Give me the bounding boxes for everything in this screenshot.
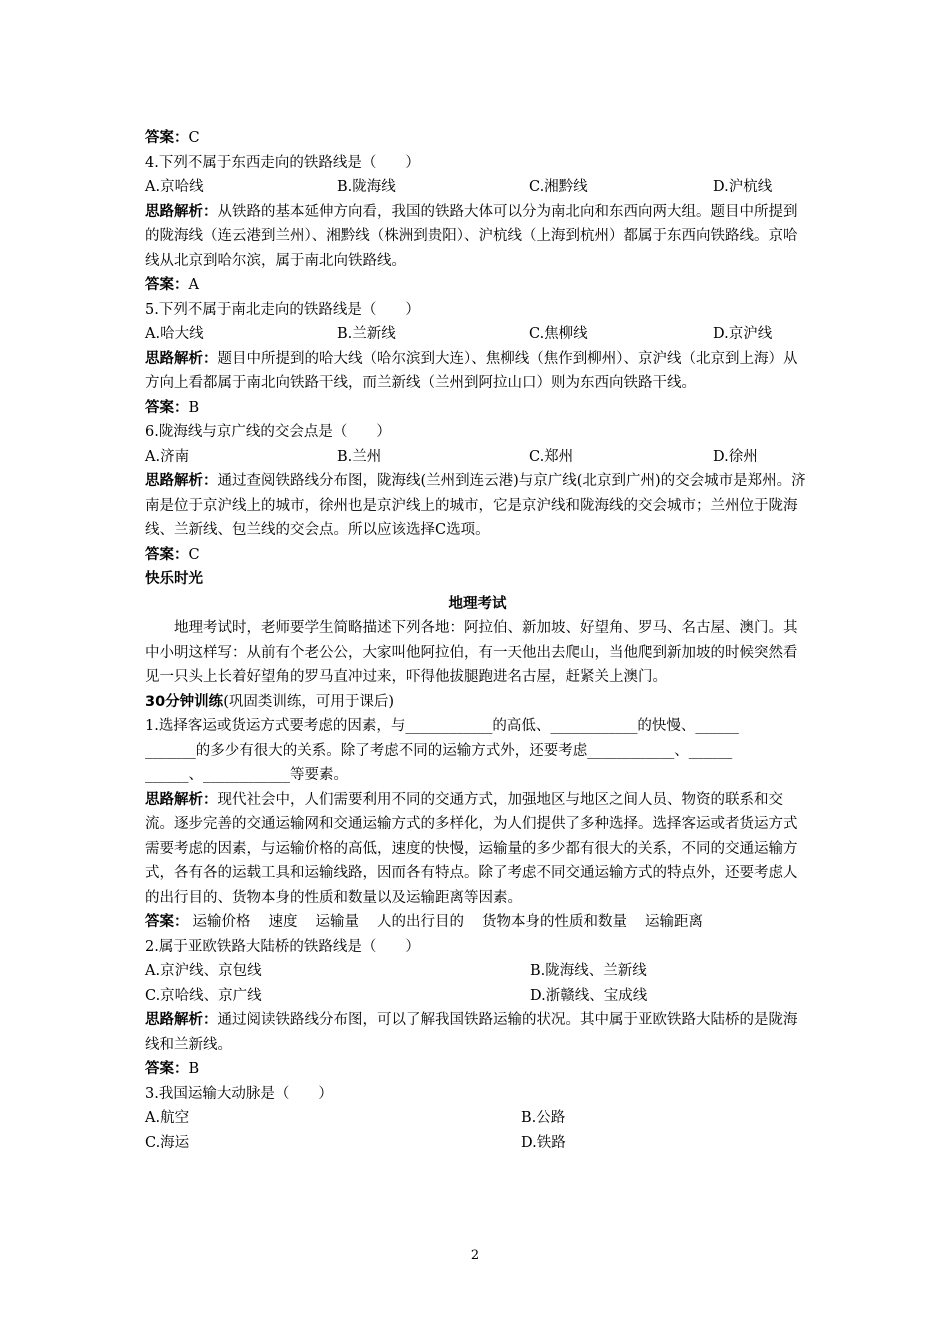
answer-q3 (145, 126, 810, 151)
document-body (145, 126, 810, 1155)
option-a: A.哈大线 (145, 326, 204, 342)
explanation-text: 题目中所提到的哈大线（哈尔滨到大连）、焦柳线（焦作到柳州）、京沪线（北京到上海）从方向上看都属于南北向铁路干线，而兰新线（兰州到阿拉山口）则为东西向铁路干线。 (145, 350, 798, 391)
explanation-t1 (145, 788, 810, 911)
question-4-options (145, 175, 810, 200)
answer-item: 人的出行目的 (377, 914, 464, 930)
option-b: B.陇海线、兰新线 (530, 963, 647, 979)
answer-item: 运输量 (315, 914, 359, 930)
story-text: 地理考试时，老师要学生简略描述下列各地：阿拉伯、新加坡、好望角、罗马、名古屋、澳门。其中小明这样写：从前有个老公公，大家叫他阿拉伯，有一天他出去爬山，当他爬到新加坡的时候突然看见一只头上长着好望角的罗马直冲过来，吓得他拔腿跑进名古屋，赶紧关上澳门。 (145, 620, 798, 685)
answer-label: 答案： (145, 914, 189, 930)
option-a: A.航空 (145, 1110, 190, 1126)
explanation-label: 思路解析： (145, 1012, 218, 1028)
option-c: C.京哈线、京广线 (145, 987, 262, 1004)
training-subtitle: (巩固类训练，可用于课后) (223, 693, 395, 710)
option-d: D.浙赣线、宝成线 (530, 987, 648, 1004)
answer-item: 运输价格 (192, 914, 251, 930)
training-q3: 3.我国运输大动脉是（ ） (145, 1085, 333, 1102)
answer-value: C (188, 130, 200, 146)
answer-item: 货物本身的性质和数量 (482, 914, 627, 930)
answer-label: 答案： (145, 277, 189, 293)
question-6-options (145, 445, 810, 470)
explanation-t2 (145, 1008, 810, 1057)
explanation-q6 (145, 469, 810, 543)
option-b: B.兰新线 (337, 326, 396, 342)
option-d: D.沪杭线 (713, 179, 773, 195)
explanation-label: 思路解析： (145, 791, 218, 808)
option-c: C.郑州 (529, 448, 574, 465)
explanation-label: 思路解析： (145, 473, 218, 489)
explanation-text: 通过阅读铁路线分布图，可以了解我国铁路运输的状况。其中属于亚欧铁路大陆桥的是陇海线和兰新线。 (145, 1012, 798, 1053)
answer-label: 答案： (145, 1061, 189, 1077)
option-b: B.公路 (521, 1110, 566, 1126)
explanation-q4 (145, 200, 810, 274)
option-a: A.京沪线、京包线 (145, 963, 262, 979)
page-number: 2 (470, 1248, 480, 1263)
option-d: D.徐州 (713, 448, 758, 465)
section-title-training (145, 690, 810, 715)
question-5: 5.下列不属于南北走向的铁路线是（ ） (145, 301, 420, 318)
question-5-options (145, 322, 810, 347)
answer-value: B (188, 1061, 200, 1077)
option-b: B.兰州 (337, 448, 382, 465)
answer-label: 答案： (145, 546, 189, 563)
option-d: D.铁路 (521, 1134, 566, 1151)
answer-t2 (145, 1057, 810, 1082)
question-6: 6.陇海线与京广线的交会点是（ ） (145, 424, 391, 440)
section-title-happy-time: 快乐时光 (145, 571, 203, 587)
training-q2: 2.属于亚欧铁路大陆桥的铁路线是（ ） (145, 938, 420, 955)
answer-q5 (145, 396, 810, 421)
explanation-q5 (145, 347, 810, 396)
training-q3-options-row1 (145, 1106, 810, 1131)
answer-item: 运输距离 (645, 914, 703, 930)
answer-value: A (188, 277, 199, 293)
explanation-text: 从铁路的基本延伸方向看，我国的铁路大体可以分为南北向和东西向两大组。题目中所提到的陇海线（连云港到兰州）、湘黔线（株洲到贵阳）、沪杭线（上海到杭州）都属于东西向铁路线。京哈线从北京到哈尔滨，属于南北向铁路线。 (145, 203, 798, 269)
explanation-label: 思路解析： (145, 203, 218, 220)
answer-q6 (145, 543, 810, 568)
option-a: A.济南 (145, 448, 190, 465)
option-b: B.陇海线 (337, 179, 396, 195)
answer-label: 答案： (145, 130, 189, 146)
answer-item: 速度 (268, 914, 298, 930)
training-title: 30分钟训练 (145, 693, 224, 710)
answer-label: 答案： (145, 399, 189, 416)
option-d: D.京沪线 (713, 326, 773, 342)
story-title: 地理考试 (448, 595, 507, 612)
training-q2-options-row2 (145, 984, 810, 1009)
answer-value: C (188, 546, 200, 563)
training-q1-line2: _______的多少有很大的关系。除了考虑不同的运输方式外，还要考虑____________、______ (145, 742, 733, 759)
training-q1-line3: ______、____________等要素。 (145, 767, 348, 783)
explanation-label: 思路解析： (145, 350, 218, 367)
option-a: A.京哈线 (145, 179, 204, 195)
answer-q4 (145, 273, 810, 298)
explanation-text: 现代社会中，人们需要利用不同的交通方式，加强地区与地区之间人员、物资的联系和交流。逐步完善的交通运输网和交通运输方式的多样化，为人们提供了多种选择。选择客运或者货运方式需要考虑的因素，与运输价格的高低，速度的快慢，运输量的多少都有很大的关系，不同的交通运输方式，各有各的运载工具和运输线路，因而各有特点。除了考虑不同交通运输方式的特点外，还要考虑人的出行目的、货物本身的性质和数量以及运输距离等因素。 (145, 791, 798, 906)
answer-value: B (188, 399, 200, 416)
training-q2-options-row1 (145, 959, 810, 984)
option-c: C.焦柳线 (529, 326, 588, 342)
explanation-text: 通过查阅铁路线分布图，陇海线(兰州到连云港)与京广线(北京到广州)的交会城市是郑州。济南是位于京沪线上的城市，徐州也是京沪线上的城市，它是京沪线和陇海线的交会城市；兰州位于陇海线、兰新线、包兰线的交会点。所以应该选择C选项。 (145, 473, 806, 538)
training-q3-options-row2 (145, 1131, 810, 1156)
option-c: C.湘黔线 (529, 179, 588, 195)
option-c: C.海运 (145, 1134, 190, 1151)
training-q1-line1: 1.选择客运或货运方式要考虑的因素，与____________的高低、____________的快慢、______ (145, 718, 739, 734)
answer-t1 (145, 910, 810, 935)
question-4: 4.下列不属于东西走向的铁路线是（ ） (145, 154, 420, 171)
